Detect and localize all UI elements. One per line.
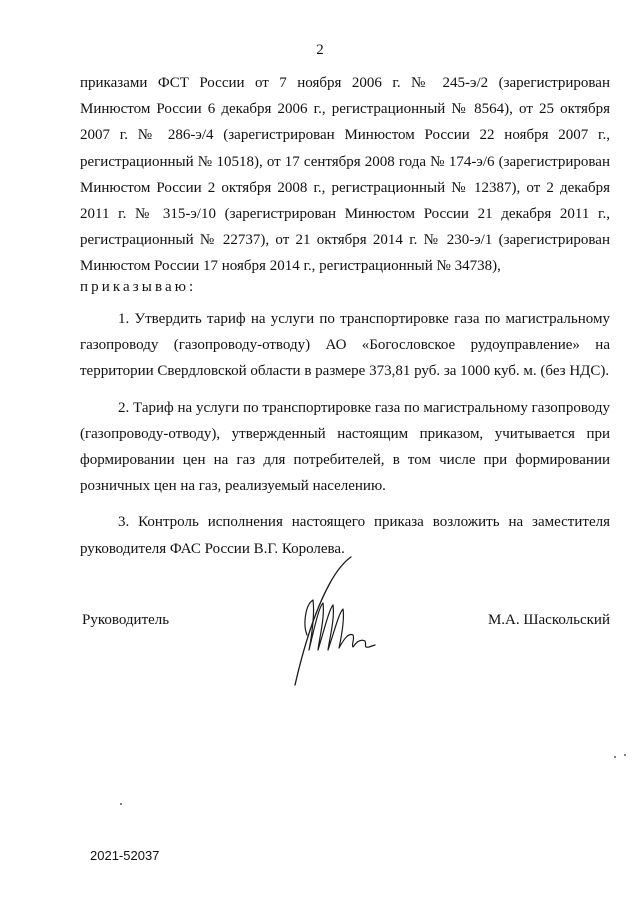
order-word: приказываю: [80,279,197,295]
signature-role: Руководитель [82,612,170,628]
scan-speck [120,803,122,805]
order-item-1: 1. Утвердить тариф на услуги по транспортировке газа по магистральному газопроводу (газопроводу-отводу) АО «Богословское рудоуправление» на территории Свердловской области в размере 373,81 руб. за 1000 куб. м. (без НДС). [80,311,610,380]
scan-speck [614,756,616,758]
order-items [80,306,610,572]
order-item-2: 2. Тариф на услуги по транспортировке газа по магистральному газопроводу (газопроводу-отводу), утвержденный настоящим приказом, учитывается при формировании цен на газ для потребителей, в том числе при формировании розничных цен на газ, реализуемый населению. [80,399,610,495]
scan-speck [624,754,626,756]
handwritten-signature [285,555,395,690]
order-item-3: 3. Контроль исполнения настоящего приказа возложить на заместителя руководителя ФАС России В.Г. Королева. [80,514,610,557]
signatory-name: М.А. Шаскольский [487,612,610,628]
lead-paragraph-block [80,70,610,280]
lead-paragraph: приказами ФСТ России от 7 ноября 2006 г. № 245-э/2 (зарегистрирован Минюстом России 6 декабря 2006 г., регистрационный № 8564), от 25 октября 2007 г. № 286-э/4 (зарегистрирован Минюстом России 22 ноября 2007 г., регистрационный № 10518), от 17 сентября 2008 года № 174-э/6 (зарегистрирован Минюстом России 2 октября 2008 г., регистрационный № 12387), от 2 декабря 2011 г. № 315-э/10 (зарегистрирован Минюстом России 21 декабря 2011 г., регистрационный № 22737), от 21 октября 2014 г. № 230-э/1 (зарегистрирован Минюстом России 17 ноября 2014 г., регистрационный № 34738), [80,75,610,275]
page-number: 2 [316,42,324,58]
document-code: 2021-52037 [90,848,160,863]
